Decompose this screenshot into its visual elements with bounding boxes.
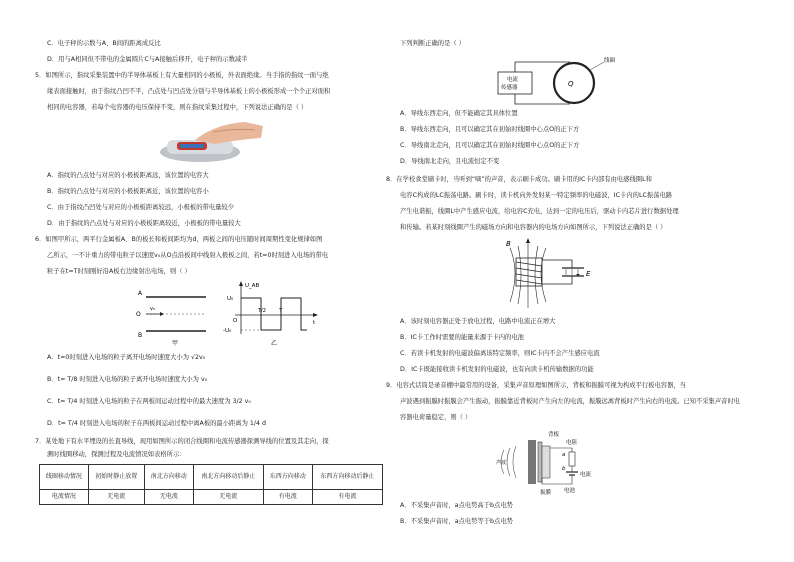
q9-microphone-figure [492, 424, 622, 500]
b-point-label: b [562, 466, 566, 472]
q4-option-d: D．用与A相同但不带电的金属圆片C与A接触后移开，电子秤的示数减半 [47, 56, 248, 63]
q7-option-b: B．导线东西走向，且可以确定其在初始时线圈中心点O的正下方 [400, 126, 580, 133]
sound-wave-label: 声波 [496, 460, 507, 466]
table-cell: 无电流 [88, 490, 144, 505]
q7-option-a: A．导线东西走向，但不能确定其具体位置 [400, 110, 518, 117]
q7-coil-figure [492, 52, 642, 110]
q6-stem-2: 乙所示，一不计重力的带电粒子以速度v₀从O点沿板间中线射入极板之间，若t=0时刻进入电场的带电 [47, 252, 329, 259]
q6-stem-3: 粒子在t=T时刻刚好沿A板右边缘射出电场，则（ ） [47, 268, 191, 275]
q9-stem-1: 9．电容式话筒是录音棚中最常用的设备，采集声音原理如图所示，背板和振膜可视为构成平行板电容器，当 [386, 382, 686, 389]
q9-option-b: B．不采集声音时，a点电势等于b点电势 [400, 518, 513, 525]
q6-figure-jia [130, 283, 220, 347]
table-cell: 东西方向移动后静止 [312, 465, 382, 490]
b-label: B [506, 240, 511, 248]
table-cell: 南北方向移动后静止 [193, 465, 263, 490]
neg-u0-label: -U₀ [223, 328, 232, 334]
q5-option-c: C．由于指纹凸凹处与对应的小极板距离较远，小极板的带电量较少 [47, 204, 235, 211]
q8-stem-1: 8．在学校食堂刷卡时，当听到“嘀”的声音，表示刷卡成功。刷卡用的IC卡内部有由电感线圈L和 [386, 176, 652, 183]
table-row [40, 490, 383, 505]
a-point-label: a [562, 452, 566, 458]
fingerprint-scanner-image [155, 118, 265, 166]
q7-stem-2: 测时线圈移动，探测过程及电流情况如表格所示： [47, 451, 186, 458]
q8-stem-2: 电容C构成的LC振荡电路。刷卡时，读卡机向外发射某一特定频率的电磁波，IC卡内的LC振荡电路 [400, 192, 673, 199]
v0-label: v₀ [150, 306, 155, 312]
table-cell: 线圈移动情况 [40, 465, 89, 490]
table-cell: 南北方向移动 [144, 465, 193, 490]
t-full-label: T [279, 308, 283, 314]
q5-option-b: B．指纹的凸点处与对应的小极板距离近，该位置的电容小 [47, 188, 209, 195]
table-cell: 有电流 [312, 490, 382, 505]
current-label: 电流 [580, 472, 592, 478]
q5-option-d: D．由于指纹的凸点处与对应的小极板距离较近，小极板的带电量较大 [47, 220, 241, 227]
q9-stem-3: 容器电荷量稳定，则（ ） [400, 414, 472, 421]
t-half-label: T/2 [258, 308, 266, 314]
q6-option-c: C．t= T/4 时刻进入电场的粒子在两板间运动过程中的最大速度为 3/2 v₀ [47, 398, 251, 405]
table-cell: 无电流 [144, 490, 193, 505]
q9-option-a: A．不采集声音时，a点电势高于b点电势 [400, 502, 513, 509]
backplate-label: 背板 [548, 432, 560, 438]
table-cell: 东西方向移动 [263, 465, 312, 490]
plate-a-label: A [138, 290, 143, 297]
origin-label: O [136, 311, 141, 318]
graph-origin-label: O [233, 318, 238, 324]
table-row [40, 465, 383, 490]
q5-stem-2: 缘表面接触时，由于指纹凸凹不平，凸点处与凹点处分别与半导体基板上的小极板形成一个个正对面积 [47, 88, 331, 95]
q8-stem-4: 和传输。若某时刻线圈产生的磁场方向和电容器内的电场方向如图所示，下列说法正确的是（ ） [400, 224, 667, 231]
jia-label: 甲 [172, 340, 179, 347]
q5-option-a: A．指纹的凸点处与对应的小极板距离远，该位置的电容大 [47, 172, 209, 179]
plate-b-label: B [138, 332, 143, 339]
q6-option-b: B．t= T/8 时刻进入电场的粒子离开电场时速度大小为 v₀ [47, 376, 208, 383]
q7-table [39, 464, 383, 505]
yi-label: 乙 [271, 340, 278, 347]
e-label: E [586, 270, 591, 278]
coil-label: 线圈 [604, 58, 616, 64]
table-cell: 无电流 [193, 490, 263, 505]
q8-option-d: D．IC卡既能接收读卡机发射的电磁波，也有向读卡机传输数据的功能 [400, 366, 594, 373]
q4-option-c: C．电子秤的示数与A、B间的距离成反比 [47, 40, 161, 47]
q5-stem-1: 5．如图所示，指纹采集装置中的半导体基板上有大量相同的小极板，外表面绝缘。当手指的指纹一面与绝 [35, 72, 329, 79]
q8-option-b: B．IC卡工作时需要的能量来源于卡内的电池 [400, 334, 524, 341]
q8-option-c: C．若读卡机发射的电磁波偏离该特定频率，则IC卡内不会产生感应电流 [400, 350, 600, 357]
q8-option-a: A．该时刻电容器正处于放电过程，电路中电流正在增大 [400, 318, 556, 325]
q6-stem-1: 6．如图甲所示，两平行金属板A、B的板长和板间距均为d，两板之间的电压随时间周期性变化规律如图 [35, 236, 323, 243]
t-axis-label: t [313, 320, 316, 326]
q7-stem-1: 7．某处地下有水平埋设的长直导线，现用如图所示的闭合线圈和电流传感器探测导线的位置及其走向，探 [35, 438, 329, 445]
resistor-label: 电阻 [566, 440, 578, 446]
q7-continued: 下列判断正确的是（ ） [400, 40, 465, 47]
diaphragm-label: 振膜 [540, 490, 552, 496]
q7-option-c: C．导线南北走向，且可以确定其在初始时线圈中心点O的正下方 [400, 142, 580, 149]
table-cell: 初始时静止放置 [88, 465, 144, 490]
source-label: 电池 [564, 488, 576, 494]
q8-lc-figure [500, 232, 620, 314]
q5-stem-3: 相同的电容器，若每个电容器的电压保持不变，则在指纹采集过程中，下列说法正确的是（ ） [47, 104, 308, 111]
q6-option-d: D．t= T/4 时刻进入电场的粒子在两板间运动过程中离A板的最小距离为 1/4 d [47, 420, 267, 427]
table-cell: 有电流 [263, 490, 312, 505]
u-axis-label: U_AB [245, 283, 260, 289]
sensor-label-1: 电流 [507, 77, 519, 83]
q6-option-a: A．t=0时刻进入电场的粒子离开电场时速度大小为 √2v₀ [47, 354, 206, 361]
sensor-label-2: 传感器 [501, 85, 518, 91]
q6-figure-yi [223, 278, 323, 348]
q9-stem-2: 声波遇到振膜时振膜会产生振动，振膜靠近背板时产生向左的电流，振膜远离背板时产生向右的电流。已知不采集声音时电 [400, 398, 741, 405]
q-label: Q [568, 80, 574, 88]
q7-option-d: D．导线南北走向，且电流恒定不变 [400, 158, 500, 165]
u0-label: U₀ [227, 296, 234, 302]
table-cell: 电流情况 [40, 490, 89, 505]
q8-stem-3: 产生电谐振，线圈L中产生感应电流，给电容C充电，达到一定的电压后，驱动卡内芯片进行数据处理 [400, 208, 679, 215]
